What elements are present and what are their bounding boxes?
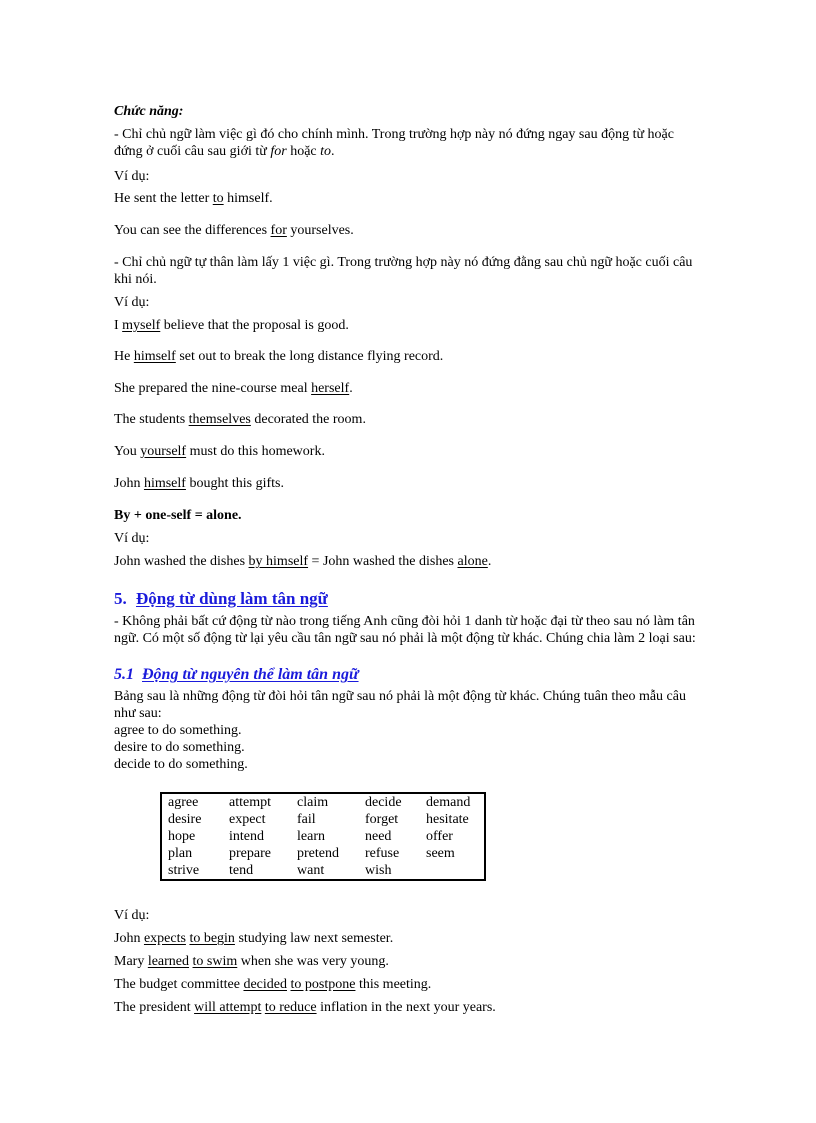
- pattern-line: agree to do something.: [114, 723, 242, 738]
- example-sentence: John himself bought this gifts.: [114, 476, 284, 491]
- example-label: Ví dụ:: [114, 531, 150, 546]
- table-row: agree attempt claim decide demand: [168, 795, 471, 810]
- table-row: hope intend learn need offer: [168, 829, 453, 844]
- rule-by-oneself: By + one-self = alone.: [114, 508, 242, 523]
- section-heading-5: 5. Động từ dùng làm tân ngữ: [114, 589, 328, 608]
- example-sentence: You can see the differences for yourselves.: [114, 223, 354, 238]
- paragraph-function-2: - Chỉ chủ ngữ tự thân làm lấy 1 việc gì. Trong trường hợp này nó đứng đằng sau chủ ngữ hoặc cuối câu khi nói.: [114, 255, 693, 287]
- verb-table: [160, 792, 486, 881]
- example-sentence: He himself set out to break the long distance flying record.: [114, 349, 444, 364]
- example-sentence: You yourself must do this homework.: [114, 444, 325, 459]
- section-title-function: Chức năng:: [114, 104, 184, 119]
- paragraph-section-5: - Không phải bất cứ động từ nào trong tiếng Anh cũng đòi hỏi 1 danh từ hoặc đại từ theo sau nó làm tân ngữ. Có một số động từ lại yêu cầu tân ngữ sau nó phải là một động từ khác. Chúng chia làm 2 loại sau:: [114, 614, 696, 646]
- example-sentence: Mary learned to swim when she was very young.: [114, 954, 389, 969]
- table-row: strive tend want wish: [168, 863, 392, 878]
- paragraph-section-5-1: Bảng sau là những động từ đòi hỏi tân ngữ sau nó phải là một động từ khác. Chúng tuân theo mẫu câu như sau: agree to do something. desire to do something. decide to do something.: [114, 688, 724, 773]
- pattern-line: decide to do something.: [114, 757, 248, 772]
- table-row: plan prepare pretend refuse seem: [168, 846, 455, 861]
- example-sentence: John expects to begin studying law next semester.: [114, 931, 394, 946]
- example-sentence: The president will attempt to reduce inflation in the next your years.: [114, 1000, 496, 1015]
- example-sentence: He sent the letter to himself.: [114, 191, 273, 206]
- example-label: Ví dụ:: [114, 908, 150, 923]
- example-label: Ví dụ:: [114, 295, 150, 310]
- table-row: desire expect fail forget hesitate: [168, 812, 469, 827]
- example-label: Ví dụ:: [114, 169, 150, 184]
- example-sentence: John washed the dishes by himself = John washed the dishes alone.: [114, 554, 492, 569]
- example-sentence: She prepared the nine-course meal herself.: [114, 381, 353, 396]
- section-heading-5-1: 5.1 Động từ nguyên thể làm tân ngữ: [114, 666, 359, 683]
- example-sentence: I myself believe that the proposal is good.: [114, 318, 349, 333]
- example-sentence: The students themselves decorated the room.: [114, 412, 366, 427]
- pattern-line: desire to do something.: [114, 740, 245, 755]
- paragraph-function-1: - Chỉ chủ ngữ làm việc gì đó cho chính mình. Trong trường hợp này nó đứng ngay sau động từ hoặc đứng ở cuối câu sau giới từ for hoặc to.: [114, 127, 674, 159]
- example-sentence: The budget committee decided to postpone this meeting.: [114, 977, 432, 992]
